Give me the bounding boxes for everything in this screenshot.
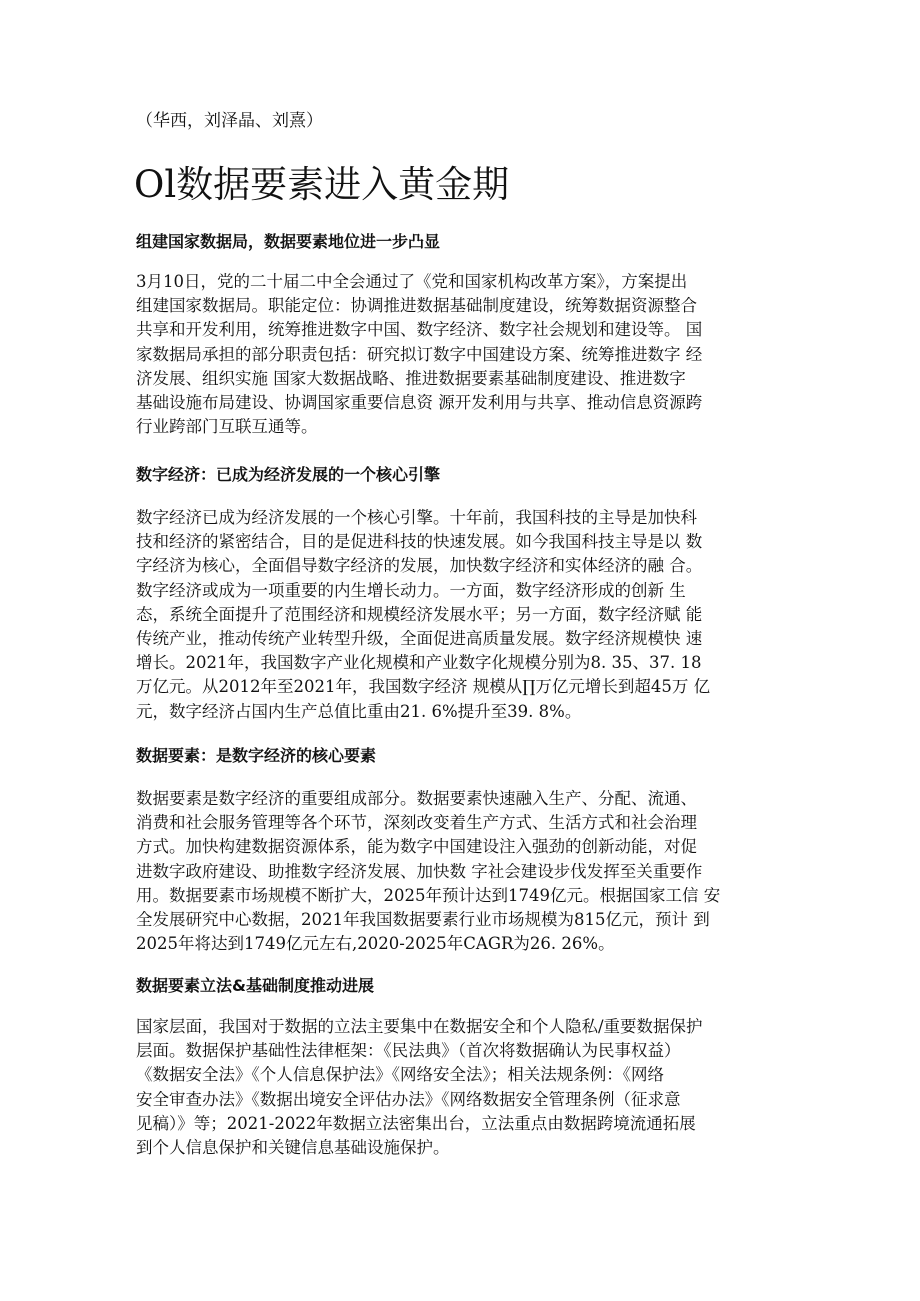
text-line: 安全审查办法》《数据出境安全评估办法》《网络数据安全管理条例（征求意: [136, 1089, 681, 1109]
text-line: 3月10日，党的二十届二中全会通过了《党和国家机构改革方案》，方案提出: [136, 272, 688, 291]
section-heading-data-bureau: 组建国家数据局，数据要素地位进一步凸显: [136, 232, 441, 251]
page-title: Ol数据要素进入黄金期: [134, 163, 510, 206]
text-line: 层面。数据保护基础性法律框架：《民法典》（首次将数据确认为民事权益）: [136, 1041, 681, 1061]
text-line: 用。数据要素市场规模不断扩大，2025年预计达到1749亿元。根据国家工信 安: [136, 885, 721, 905]
section-heading-data-factor: 数据要素：是数字经济的核心要素: [136, 746, 377, 765]
text-line: 消费和社会服务管理等各个环节，深刻改变着生产方式、生活方式和社会治理: [136, 813, 697, 833]
text-line: 传统产业，推动传统产业转型升级，全面促进高质量发展。数字经济规模快 速: [136, 629, 703, 649]
text-line: 到个人信息保护和关键信息基础设施保护。: [136, 1138, 450, 1158]
text-line: 数字经济已成为经济发展的一个核心引擎。十年前，我国科技的主导是加快科: [136, 508, 697, 527]
text-line: 数据要素是数字经济的重要组成部分。数据要素快速融入生产、分配、流通、: [136, 789, 697, 808]
text-line: 增长。2021年，我国数字产业化规模和产业数字化规模分别为8. 35、37. 18: [136, 653, 702, 673]
text-line: 技和经济的紧密结合，目的是促进科技的快速发展。如今我国科技主导是以 数: [136, 532, 703, 552]
text-line: 行业跨部门互联互通等。: [136, 417, 318, 437]
text-line: 进数字政府建设、助推数字经济发展、加快数 字社会建设步伐发挥至关重要作: [136, 861, 703, 881]
text-line: 组建国家数据局。职能定位：协调推进数据基础制度建设，统筹数据资源整合: [136, 296, 697, 316]
text-line: 国家层面，我国对于数据的立法主要集中在数据安全和个人隐私/重要数据保护: [136, 1017, 703, 1036]
section-heading-digital-economy: 数字经济：已成为经济发展的一个核心引擎: [136, 465, 441, 484]
text-line: 济发展、组织实施 国家大数据战略、推进数据要素基础制度建设、推进数字: [136, 368, 686, 388]
section-paragraph-legislation: [136, 1015, 796, 1160]
text-line: 元，数字经济占国内生产总值比重由21. 6%提升至39. 8%。: [136, 701, 582, 721]
section-paragraph-digital-economy: [136, 506, 796, 724]
text-line: 家数据局承担的部分职责包括：研究拟订数字中国建设方案、统筹推进数字 经: [136, 344, 703, 364]
section-heading-legislation: 数据要素立法&基础制度推动进展: [136, 976, 374, 995]
text-line: 方式。加快构建数据资源体系，能为数字中国建设注入强劲的创新动能，对促: [136, 837, 697, 857]
text-line: 全发展研究中心数据，2021年我国数据要素行业市场规模为815亿元，预计 到: [136, 910, 710, 930]
text-line: 2025年将达到1749亿元左右,2020-2025年CAGR为26. 26%。: [136, 934, 615, 954]
text-line: 见稿）》等；2021-2022年数据立法密集出台，立法重点由数据跨境流通拓展: [136, 1113, 696, 1133]
text-line: 基础设施布局建设、协调国家重要信息资 源开发利用与共享、推动信息资源跨: [136, 393, 703, 413]
text-line: 数字经济或成为一项重要的内生增长动力。一方面，数字经济形成的创新 生: [136, 580, 686, 600]
authors-line: （华西，刘泽晶、刘熹）: [136, 111, 323, 131]
text-line: 《数据安全法》《个人信息保护法》《网络安全法》；相关法规条例：《网络: [136, 1065, 664, 1085]
section-paragraph-data-bureau: [136, 270, 796, 439]
text-line: 万亿元。从2012年至2021年，我国数字经济 规模从∏万亿元增长到超45万 亿: [136, 677, 711, 697]
text-line: 共享和开发利用，统筹推进数字中国、数字经济、数字社会规划和建设等。 国: [136, 320, 703, 340]
section-paragraph-data-factor: [136, 787, 796, 956]
text-line: 态，系统全面提升了范围经济和规模经济发展水平；另一方面，数字经济赋 能: [136, 604, 703, 624]
text-line: 字经济为核心，全面倡导数字经济的发展，加快数字经济和实体经济的融 合。: [136, 556, 703, 576]
